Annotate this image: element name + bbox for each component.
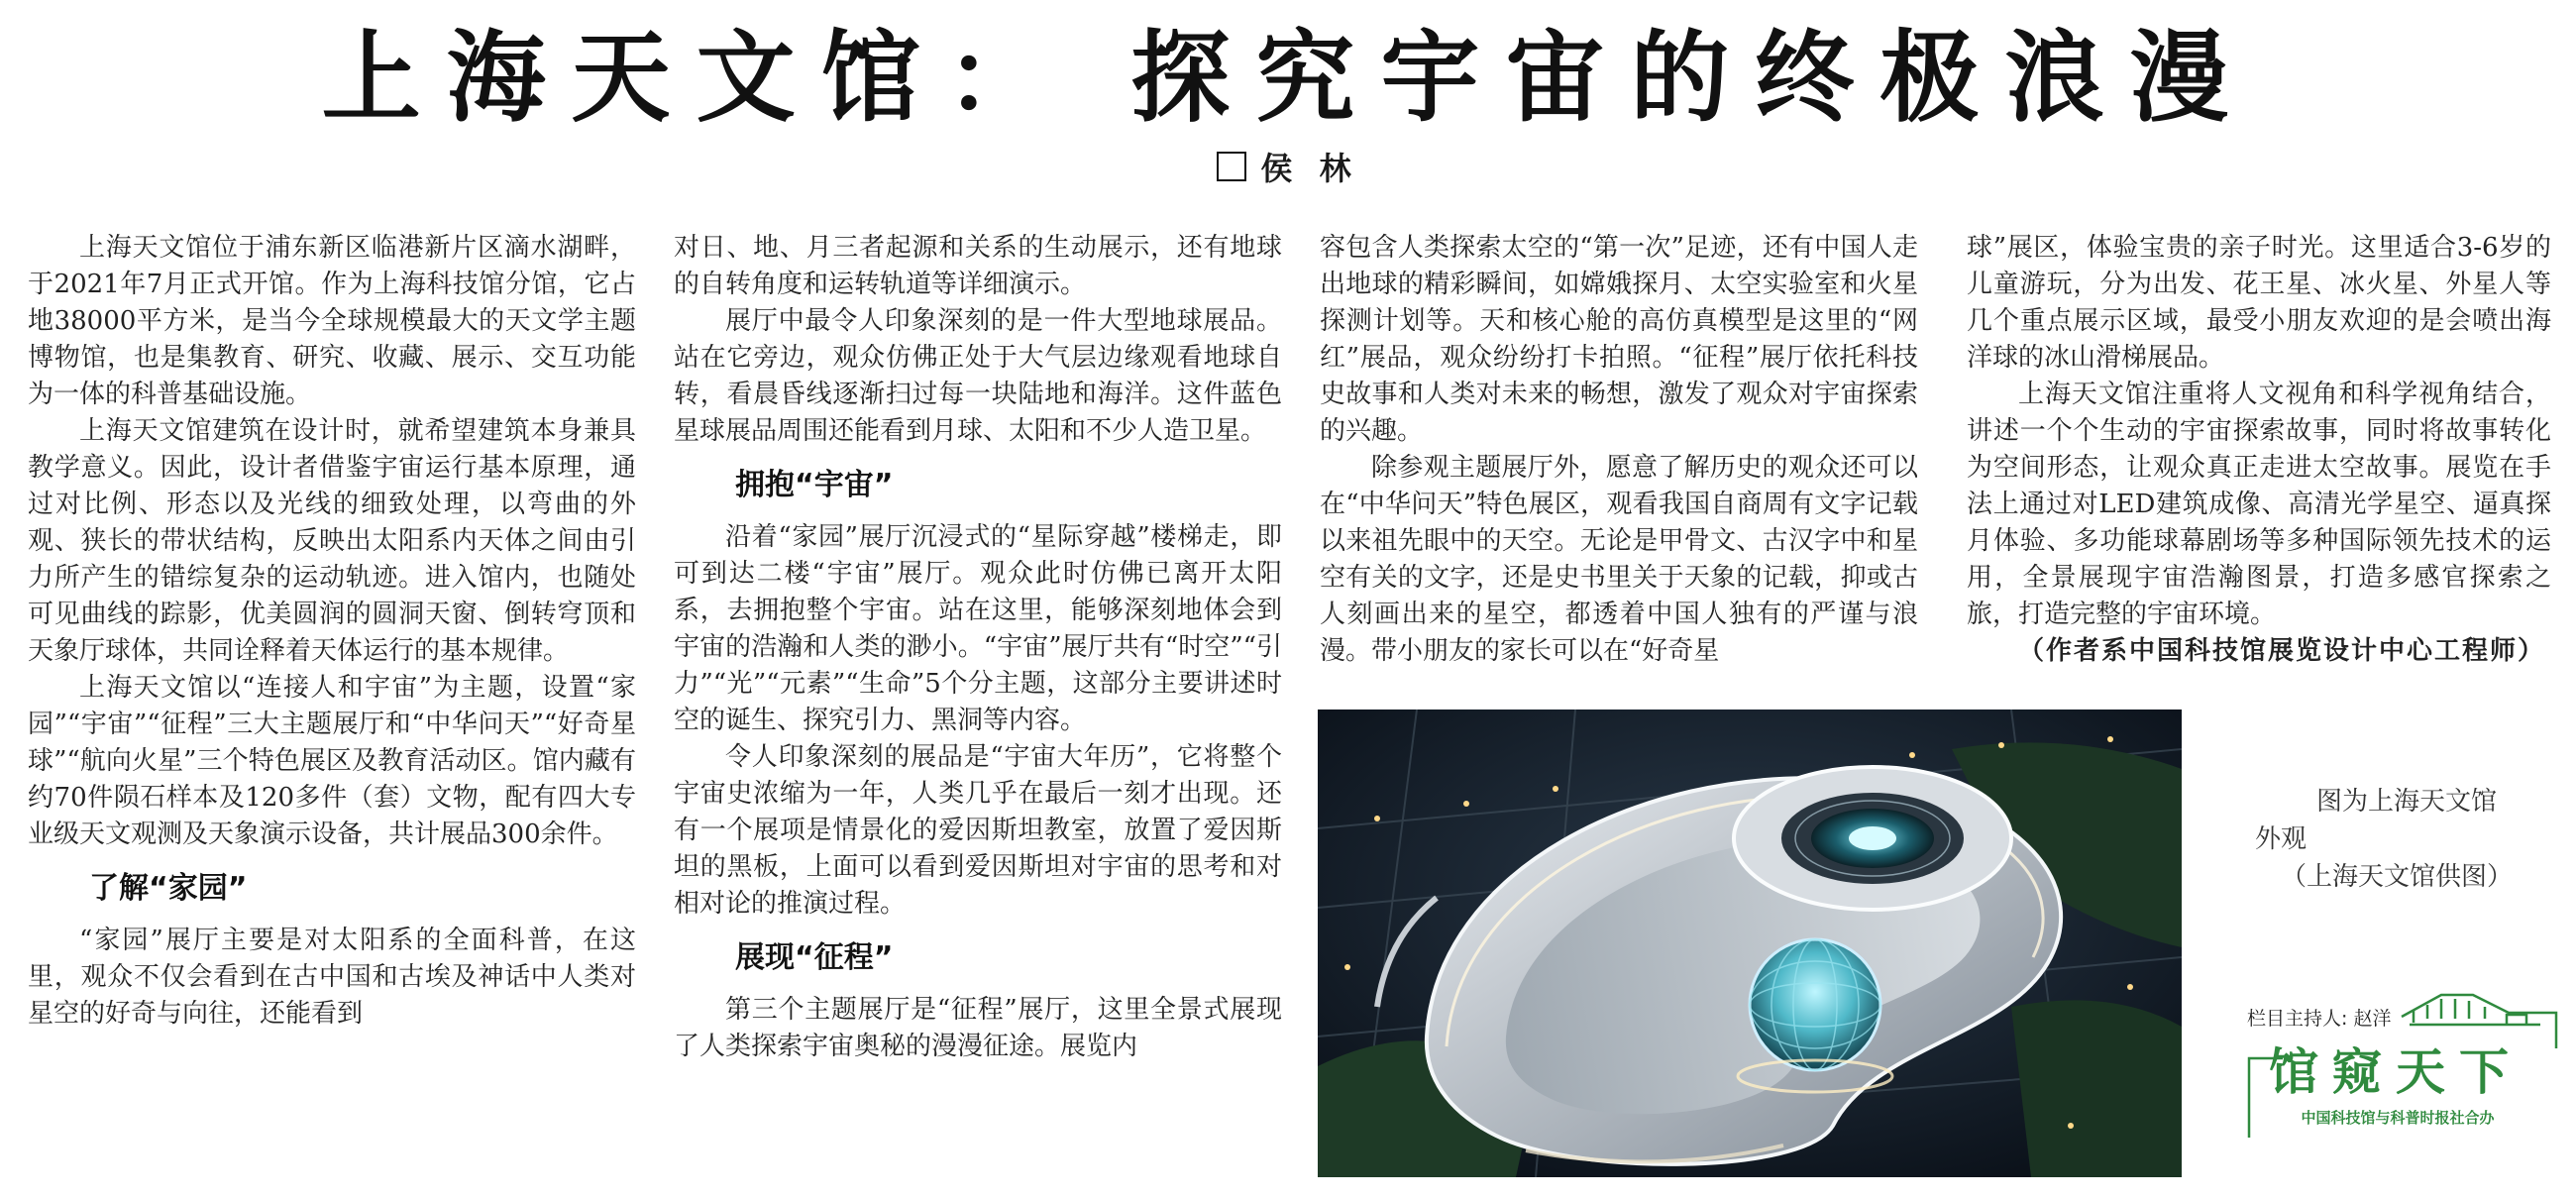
paragraph: 沿着“家园”展厅沉浸式的“星际穿越”楼梯走，即可到达二楼“宇宙”展厅。观众此时仿佛已离开太阳系，去拥抱整个宇宙。站在这里，能够深刻地体会到宇宙的浩瀚和人类的渺小。“宇宙”展厅共有“时空”“引力”“光”“元素”“生命”5个分主题，这部分主要讲述时空的诞生、探究引力、黑洞等内容。: [674, 522, 1282, 735]
paragraph: 第三个主题展厅是“征程”展厅，这里全景式展现了人类探索宇宙奥秘的漫漫征途。展览内: [674, 995, 1282, 1061]
paragraph: 上海天文馆建筑在设计时，就希望建筑本身兼具教学意义。因此，设计者借鉴宇宙运行基本原理，通过对比例、形态以及光线的细致处理，以弯曲的外观、狭长的带状结构，反映出太阳系内天体之间由引力所产生的错综复杂的运动轨迹。进入馆内，也随处可见曲线的踪影，优美圆润的圆洞天窗、倒转穹顶和天象厅球体，共同诠释着天体运行的基本规律。: [28, 416, 636, 666]
paragraph: 上海天文馆以“连接人和宇宙”为主题，设置“家园”“宇宙”“征程”三大主题展厅和“中华问天”“好奇星球”“航向火星”三个特色展区及教育活动区。馆内藏有约70件陨石样本及120多件（套）文物，配有四大专业级天文观测及天象演示设备，共计展品300余件。: [28, 673, 636, 849]
paragraph: 对日、地、月三者起源和关系的生动展示，还有地球的自转角度和运转轨道等详细演示。: [674, 233, 1282, 299]
caption-line: 图为上海天文馆: [2316, 787, 2498, 817]
paragraph: 除参观主题展厅外，愿意了解历史的观众还可以在“中华问天”特色展区，观看我国自商周有文字记载以来祖先眼中的天空。无论是甲骨文、古汉字中和星空有关的文字，还是史书里关于天象的记载，抑或古人刻画出来的星空，都透着中国人独有的严谨与浪漫。带小朋友的家长可以在“好奇星: [1320, 453, 1918, 666]
planetarium-photo: [1318, 710, 2182, 1177]
paragraph: 容包含人类探索太空的“第一次”足迹，还有中国人走出地球的精彩瞬间，如嫦娥探月、太空实验室和火星探测计划等。天和核心舱的高仿真模型是这里的“网红”展品，观众纷纷打卡拍照。“征程”展厅依托科技史故事和人类对未来的畅想，激发了观众对宇宙探索的兴趣。: [1320, 233, 1918, 446]
author-name: 侯 林: [1260, 150, 1359, 187]
article-column-3: [1320, 230, 1918, 688]
byline-box-icon: [1217, 152, 1246, 181]
caption-credit: （上海天文馆供图）: [2281, 862, 2514, 892]
photo-caption: [2255, 783, 2552, 896]
column-subtitle: 中国科技馆与科普时报社合办: [2301, 1109, 2495, 1127]
article-column-1: [28, 230, 636, 1191]
planetarium-aerial-image: [1318, 710, 2182, 1177]
paragraph: “家园”展厅主要是对太阳系的全面科普，在这里，观众不仅会看到在古中国和古埃及神话中人类对星空的好奇与向往，还能看到: [28, 926, 636, 1029]
article-column-2: [674, 230, 1282, 1191]
paragraph: 球”展区，体验宝贵的亲子时光。这里适合3-6岁的儿童游玩，分为出发、花王星、冰火星、外星人等几个重点展示区域，最受小朋友欢迎的是会喷出海洋球的冰山滑梯展品。: [1967, 233, 2551, 373]
paragraph: 展厅中最令人印象深刻的是一件大型地球展品。站在它旁边，观众仿佛正处于大气层边缘观看地球自转，看晨昏线逐渐扫过每一块陆地和海洋。这件蓝色星球展品周围还能看到月球、太阳和不少人造卫星。: [674, 306, 1282, 446]
section-heading-universe: 拥抱“宇宙”: [735, 468, 894, 502]
article-column-4: [1967, 230, 2551, 696]
paragraph: 上海天文馆注重将人文视角和科学视角结合，讲述一个个生动的宇宙探索故事，同时将故事转化为空间形态，让观众真正走进太空故事。展览在手法上通过对LED建筑成像、高清光学星空、逼真探月体验、多功能球幕剧场等多种国际领先技术的运用，全景展现宇宙浩瀚图景，打造多感官探索之旅，打造完整的宇宙环境。: [1967, 380, 2551, 629]
column-host: 栏目主持人: 赵洋: [2247, 1008, 2392, 1030]
headline: 上海天文馆： 探究宇宙的终极浪漫: [321, 19, 2255, 136]
section-heading-journey: 展现“征程”: [735, 940, 894, 975]
byline: [0, 149, 2576, 188]
caption-line: 外观: [2255, 824, 2308, 854]
author-note: （作者系中国科技馆展览设计中心工程师）: [2018, 636, 2546, 666]
section-heading-home: 了解“家园”: [89, 871, 248, 906]
column-title: 馆窥天下: [2269, 1042, 2522, 1101]
paragraph: 令人印象深刻的展品是“宇宙大年历”，它将整个宇宙史浓缩为一年，人类几乎在最后一刻才出现。还有一个展项是情景化的爱因斯坦教室，放置了爱因斯坦的黑板，上面可以看到爱因斯坦对宇宙的思考和对相对论的推演过程。: [674, 742, 1282, 919]
paragraph: 上海天文馆位于浦东新区临港新片区滴水湖畔，于2021年7月正式开馆。作为上海科技馆分馆，它占地38000平方米，是当今全球规模最大的天文学主题博物馆，也是集教育、研究、收藏、展示、交互功能为一体的科普基础设施。: [28, 233, 636, 409]
